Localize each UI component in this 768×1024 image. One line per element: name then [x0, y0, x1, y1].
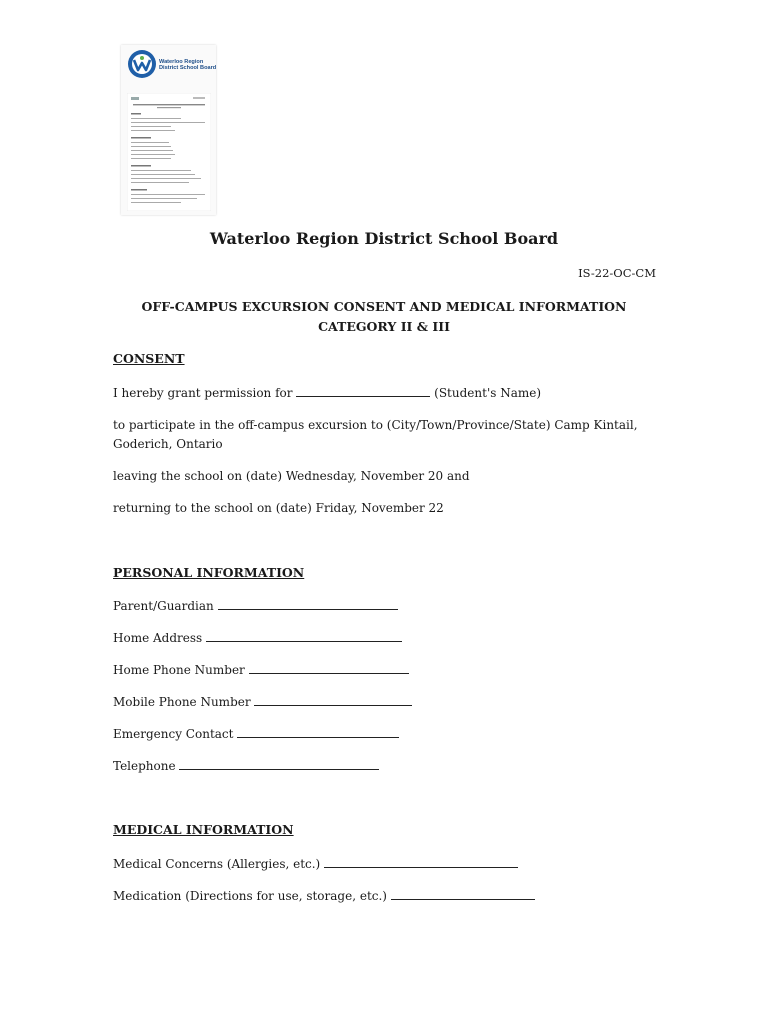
medication-label: Medication (Directions for use, storage, etc.) [113, 889, 387, 903]
medical-concerns-label: Medical Concerns (Allergies, etc.) [113, 857, 321, 871]
document-title: Waterloo Region District School Board [209, 229, 559, 248]
mobile-phone-field[interactable] [254, 696, 412, 706]
form-code: IS-22-OC-CM [578, 266, 656, 280]
consent-heading: CONSENT [113, 351, 185, 366]
participate-line: to participate in the off-campus excursion to (City/Town/Province/State) Camp Kintail, Goderich, Ontario [113, 418, 638, 451]
telephone-row [113, 757, 658, 776]
medical-concerns-row [113, 855, 658, 874]
home-phone-row [113, 661, 658, 680]
emergency-contact-label: Emergency Contact [113, 727, 234, 741]
parent-guardian-row [113, 597, 658, 616]
medical-heading: MEDICAL INFORMATION [113, 822, 294, 837]
personal-heading: PERSONAL INFORMATION [113, 565, 305, 580]
emergency-contact-row [113, 725, 658, 744]
mobile-phone-label: Mobile Phone Number [113, 695, 251, 709]
medical-concerns-field[interactable] [324, 858, 518, 868]
parent-guardian-field[interactable] [218, 600, 398, 610]
medication-field[interactable] [391, 890, 535, 900]
home-address-field[interactable] [206, 632, 402, 642]
home-address-label: Home Address [113, 631, 203, 645]
permission-suffix: (Student's Name) [434, 386, 542, 400]
leaving-line: leaving the school on (date) Wednesday, November 20 and [113, 469, 470, 483]
board-logo [127, 49, 215, 83]
form-subtitle: OFF-CAMPUS EXCURSION CONSENT AND MEDICAL INFORMATION CATEGORY II & III [141, 299, 627, 334]
parent-guardian-label: Parent/Guardian [113, 599, 214, 613]
emergency-contact-field[interactable] [237, 728, 399, 738]
home-phone-label: Home Phone Number [113, 663, 245, 677]
board-logo-text [159, 59, 219, 72]
board-logo-icon [127, 49, 157, 79]
medication-row [113, 887, 658, 906]
telephone-field[interactable] [179, 760, 379, 770]
permission-prefix: I hereby grant permission for [113, 386, 293, 400]
document-thumbnail [121, 45, 216, 215]
home-phone-field[interactable] [249, 664, 409, 674]
returning-line: returning to the school on (date) Friday, November 22 [113, 501, 444, 515]
mobile-phone-row [113, 693, 658, 712]
student-name-field[interactable] [296, 387, 430, 397]
home-address-row [113, 629, 658, 648]
logo-line-1: Waterloo Region [159, 59, 204, 65]
form-preview-image [127, 93, 211, 211]
logo-line-2: District School Board [159, 65, 217, 72]
permission-line [113, 384, 658, 403]
telephone-label: Telephone [113, 759, 176, 773]
